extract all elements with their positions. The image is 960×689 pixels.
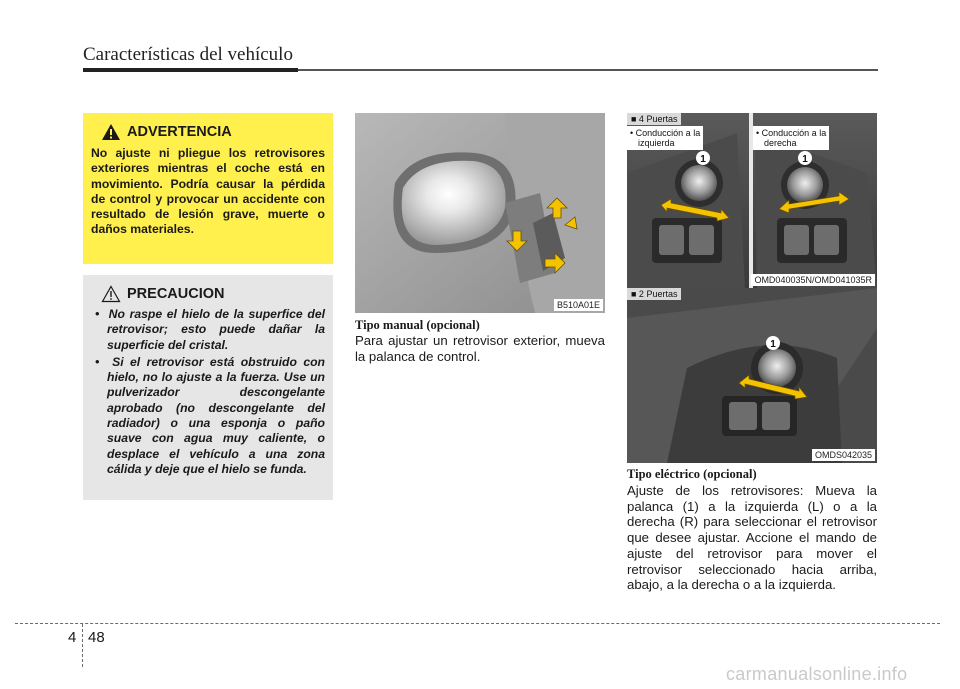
caution-title: PRECAUCION: [127, 286, 225, 302]
chapter-number: 4: [68, 629, 77, 646]
warning-text: No ajuste ni pliegue los retrovisores exteriores mientras el coche está en movimiento. Podría causar la pérdida de control y provocar un accidente con resultado de lesión grave, muerte o daños materiales.: [91, 146, 325, 237]
warning-header: [101, 123, 325, 141]
page-number: 48: [88, 629, 105, 646]
two-door-illustration: [627, 288, 877, 463]
four-door-figure: [627, 113, 877, 288]
electric-text: Ajuste de los retrovisores: Mueva la palanca (1) a la izquierda (L) o a la derecha (R) para seleccionar el retrovisor que desee ajustar. Accione el mando de ajuste del retrovisor para mover el retrovisor seleccionado hacia arriba, abajo, a la derecha o a la izquierda.: [627, 483, 877, 593]
caution-header: [101, 285, 325, 303]
manual-mirror-illustration: [355, 113, 605, 313]
warning-title: ADVERTENCIA: [127, 124, 232, 140]
caution-triangle-icon: [101, 285, 121, 303]
page-header-title: Características del vehículo: [83, 44, 293, 65]
callout-number: 1: [700, 154, 706, 165]
figure-code: OMD040035N/OMD041035R: [751, 274, 875, 286]
caution-box: [83, 275, 333, 500]
watermark: carmanualsonline.info: [726, 664, 908, 684]
two-door-tag: ■ 2 Puertas: [627, 288, 681, 300]
caution-item: • No raspe el hielo de la superfice del retrovisor; esto puede dañar la superficie del cristal.: [95, 307, 325, 352]
footer-rule: [15, 623, 940, 624]
manual-text: Para ajustar un retrovisor exterior, mueva la palanca de control.: [355, 333, 605, 364]
warning-box: [83, 113, 333, 264]
two-door-figure: [627, 288, 877, 463]
warning-triangle-icon: [101, 123, 121, 141]
four-door-tag: ■ 4 Puertas: [627, 113, 681, 125]
manual-mirror-figure: [355, 113, 605, 313]
left-drive-label: • Conducción a la izquierda: [627, 126, 703, 150]
right-drive-label: • Conducción a la derecha: [753, 126, 829, 150]
figure-code: OMDS042035: [812, 449, 875, 461]
figure-code: B510A01E: [554, 299, 603, 311]
header-rule-accent: [83, 68, 298, 72]
callout-number: 1: [802, 154, 808, 165]
caution-item: • Si el retrovisor está obstruido con hielo, no lo ajuste a la fuerza. Use un pulverizador descongelante aprobado (no descongelante del radiador) o una esponja o paño suave con agua muy caliente, o desplace el vehículo a una zona cálida y deje que el hielo se funda.: [95, 354, 325, 476]
electric-caption: Tipo eléctrico (opcional): [627, 467, 757, 481]
callout-number: 1: [770, 339, 776, 350]
manual-caption: Tipo manual (opcional): [355, 318, 480, 332]
footer-divider: [82, 624, 83, 667]
